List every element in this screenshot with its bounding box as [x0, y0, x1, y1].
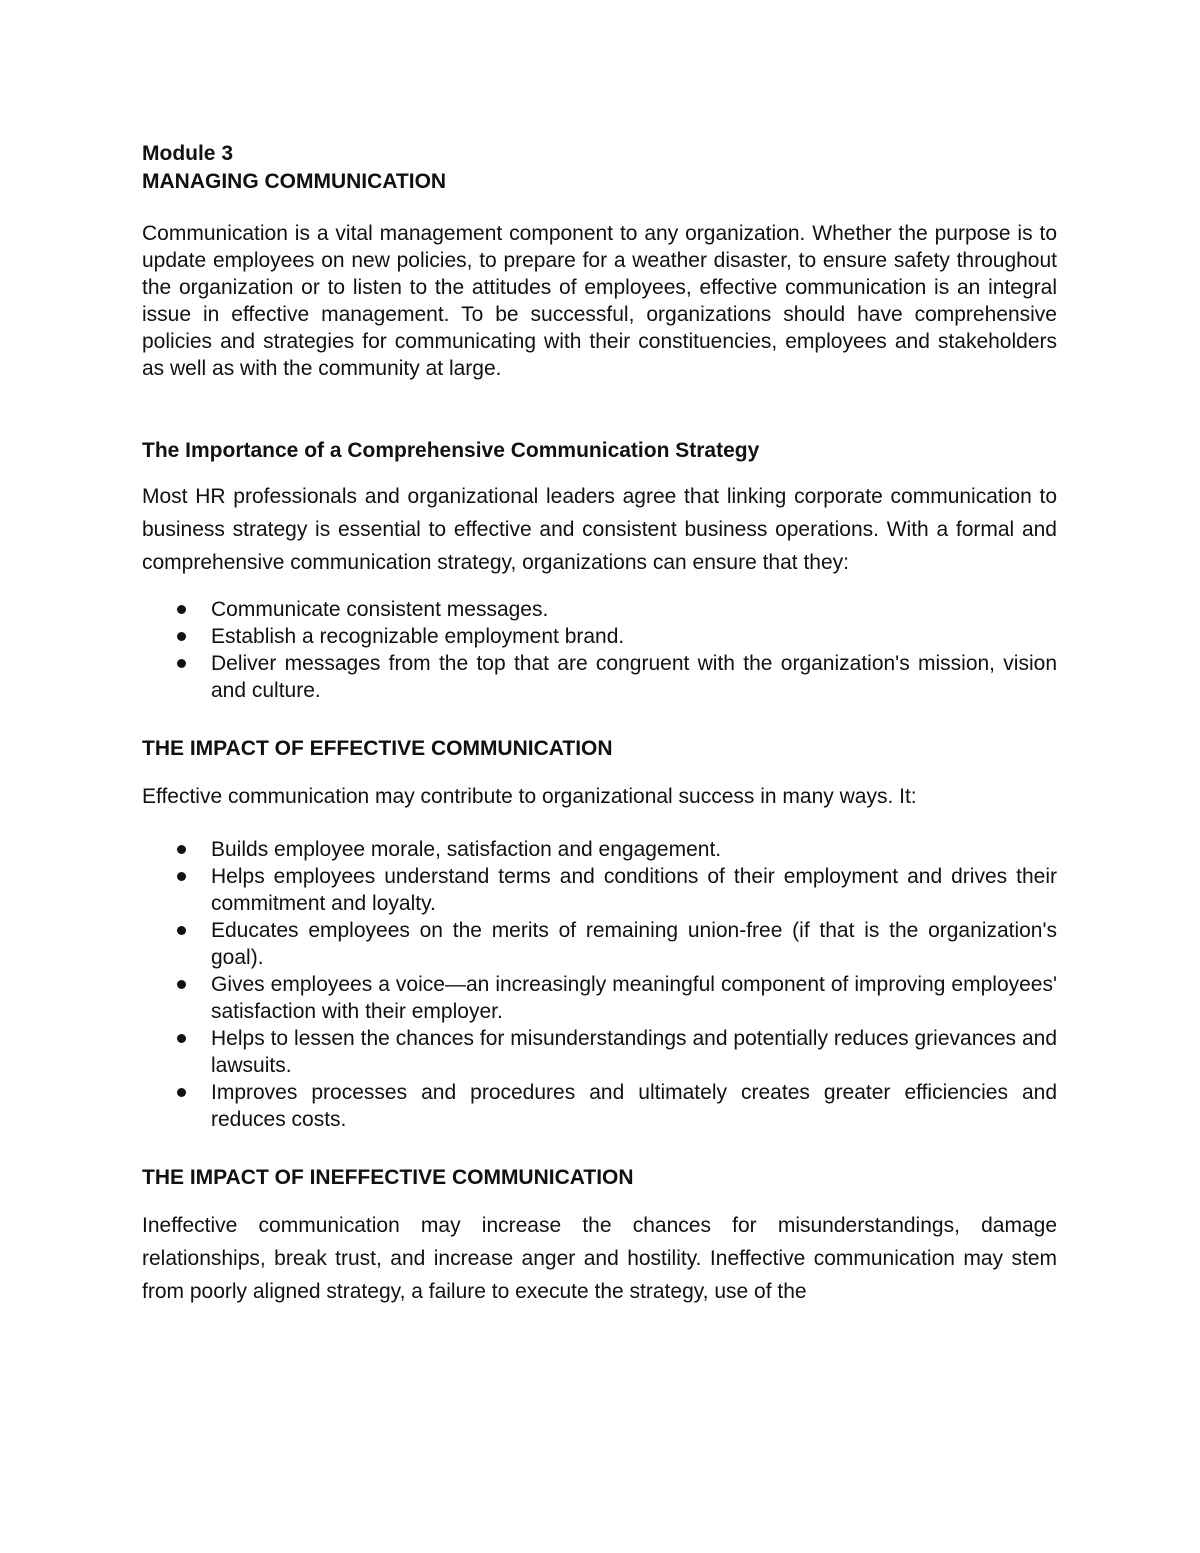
bullet-icon	[177, 872, 186, 881]
section-heading-ineffective: THE IMPACT OF INEFFECTIVE COMMUNICATION	[142, 1166, 634, 1189]
page-content	[142, 140, 1057, 1308]
strategy-paragraph: Most HR professionals and organizational leaders agree that linking corporate communication to business strategy is essential to effective and consistent business operations. With a formal and comprehensive communication strategy, organizations can ensure that they:	[142, 485, 1057, 574]
section-heading-strategy: The Importance of a Comprehensive Communication Strategy	[142, 439, 760, 462]
bullet-icon	[177, 632, 186, 641]
bullet-icon	[177, 980, 186, 989]
list-item-text: Helps to lessen the chances for misunderstandings and potentially reduces grievances and lawsuits.	[211, 1027, 1057, 1077]
list-item-text: Deliver messages from the top that are congruent with the organization's mission, vision and culture.	[211, 652, 1057, 702]
bullet-icon	[177, 659, 186, 668]
list-item-text: Establish a recognizable employment brand.	[211, 625, 625, 648]
list-item	[142, 650, 1057, 704]
list-item-text: Educates employees on the merits of remaining union-free (if that is the organization's goal).	[211, 919, 1057, 969]
intro-paragraph: Communication is a vital management component to any organization. Whether the purpose is to update employees on new policies, to prepare for a weather disaster, to ensure safety throughout the organization or to listen to the attitudes of employees, effective communication is an integral issue in effective management. To be successful, organizations should have comprehensive policies and strategies for communicating with their constituencies, employees and stakeholders as well as with the community at large.	[142, 222, 1057, 380]
list-item	[142, 863, 1057, 917]
list-item	[142, 971, 1057, 1025]
list-item-text: Communicate consistent messages.	[211, 598, 549, 621]
bullet-icon	[177, 1034, 186, 1043]
list-item	[142, 596, 1057, 623]
strategy-bullet-list	[142, 596, 1057, 704]
list-item-text: Gives employees a voice—an increasingly meaningful component of improving employees' satisfaction with their employer.	[211, 973, 1057, 1023]
list-item	[142, 836, 1057, 863]
list-item	[142, 917, 1057, 971]
list-item	[142, 1025, 1057, 1079]
list-item-text: Builds employee morale, satisfaction and engagement.	[211, 838, 722, 861]
bullet-icon	[177, 1088, 186, 1097]
section-heading-effective: THE IMPACT OF EFFECTIVE COMMUNICATION	[142, 737, 613, 760]
effective-bullet-list	[142, 836, 1057, 1133]
bullet-icon	[177, 926, 186, 935]
module-title: MANAGING COMMUNICATION	[142, 170, 447, 193]
bullet-icon	[177, 605, 186, 614]
list-item-text: Improves processes and procedures and ultimately creates greater efficiencies and reduces costs.	[211, 1081, 1057, 1131]
ineffective-paragraph: Ineffective communication may increase the chances for misunderstandings, damage relationships, break trust, and increase anger and hostility. Ineffective communication may stem from poorly aligned strategy, a failure to execute the strategy, use of the	[142, 1214, 1057, 1303]
bullet-icon	[177, 845, 186, 854]
module-label: Module 3	[142, 142, 234, 165]
list-item-text: Helps employees understand terms and conditions of their employment and drives their commitment and loyalty.	[211, 865, 1057, 915]
list-item	[142, 623, 1057, 650]
effective-paragraph: Effective communication may contribute to organizational success in many ways. It:	[142, 785, 917, 808]
list-item	[142, 1079, 1057, 1133]
